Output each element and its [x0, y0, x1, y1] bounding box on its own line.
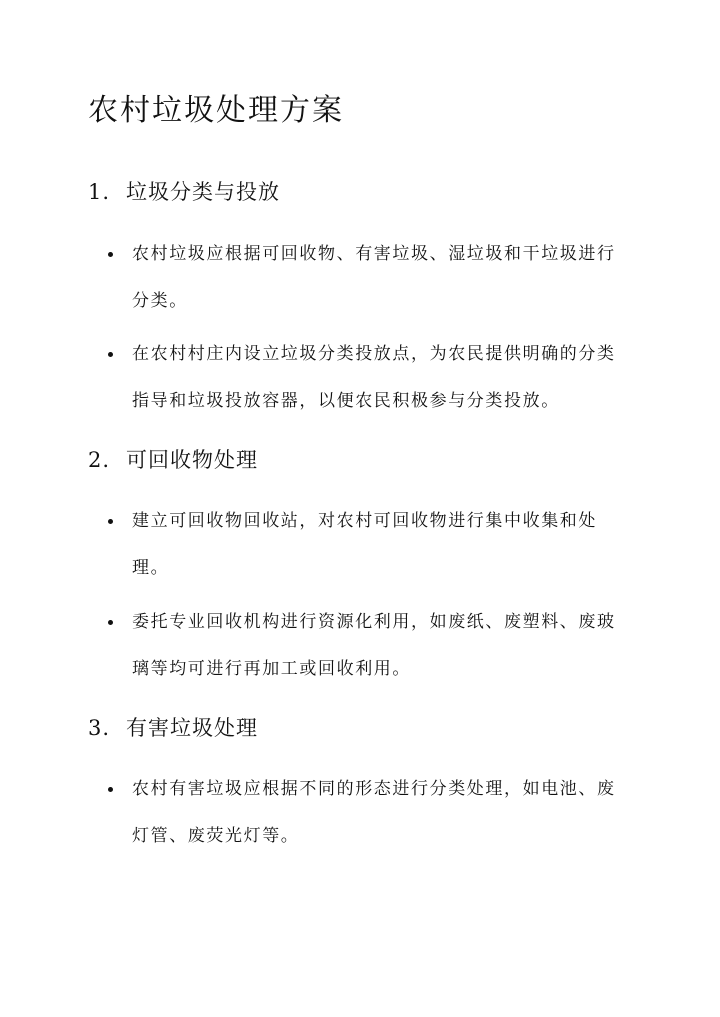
document-title: 农村垃圾处理方案 — [88, 93, 344, 128]
section-number: 2. — [88, 448, 111, 472]
bullet-item — [108, 498, 620, 592]
bullet-item — [108, 766, 620, 860]
section-title: 垃圾分类与投放 — [126, 180, 280, 204]
bullet-dot-icon — [108, 352, 113, 357]
bullet-dot-icon — [108, 519, 113, 524]
bullet-item — [108, 231, 620, 325]
section-heading-2 — [88, 444, 258, 474]
section-number: 3. — [88, 716, 111, 740]
bullet-dot-icon — [108, 620, 113, 625]
section-title: 有害垃圾处理 — [126, 716, 258, 740]
bullet-dot-icon — [108, 787, 113, 792]
section-heading-3 — [88, 712, 258, 742]
section-title: 可回收物处理 — [126, 448, 258, 472]
bullet-item — [108, 599, 620, 693]
bullet-text: 委托专业回收机构进行资源化利用，如废纸、废塑料、废玻璃等均可进行再加工或回收利用。 — [132, 612, 616, 679]
bullet-item — [108, 331, 620, 425]
bullet-text: 建立可回收物回收站，对农村可回收物进行集中收集和处理。 — [132, 511, 597, 578]
bullet-text: 农村垃圾应根据可回收物、有害垃圾、湿垃圾和干垃圾进行分类。 — [132, 244, 616, 311]
section-heading-1 — [88, 176, 280, 206]
bullet-text: 在农村村庄内设立垃圾分类投放点，为农民提供明确的分类指导和垃圾投放容器，以便农民积极参与分类投放。 — [132, 344, 616, 411]
bullet-dot-icon — [108, 252, 113, 257]
section-number: 1. — [88, 180, 111, 204]
bullet-text: 农村有害垃圾应根据不同的形态进行分类处理，如电池、废灯管、废荧光灯等。 — [132, 779, 616, 846]
